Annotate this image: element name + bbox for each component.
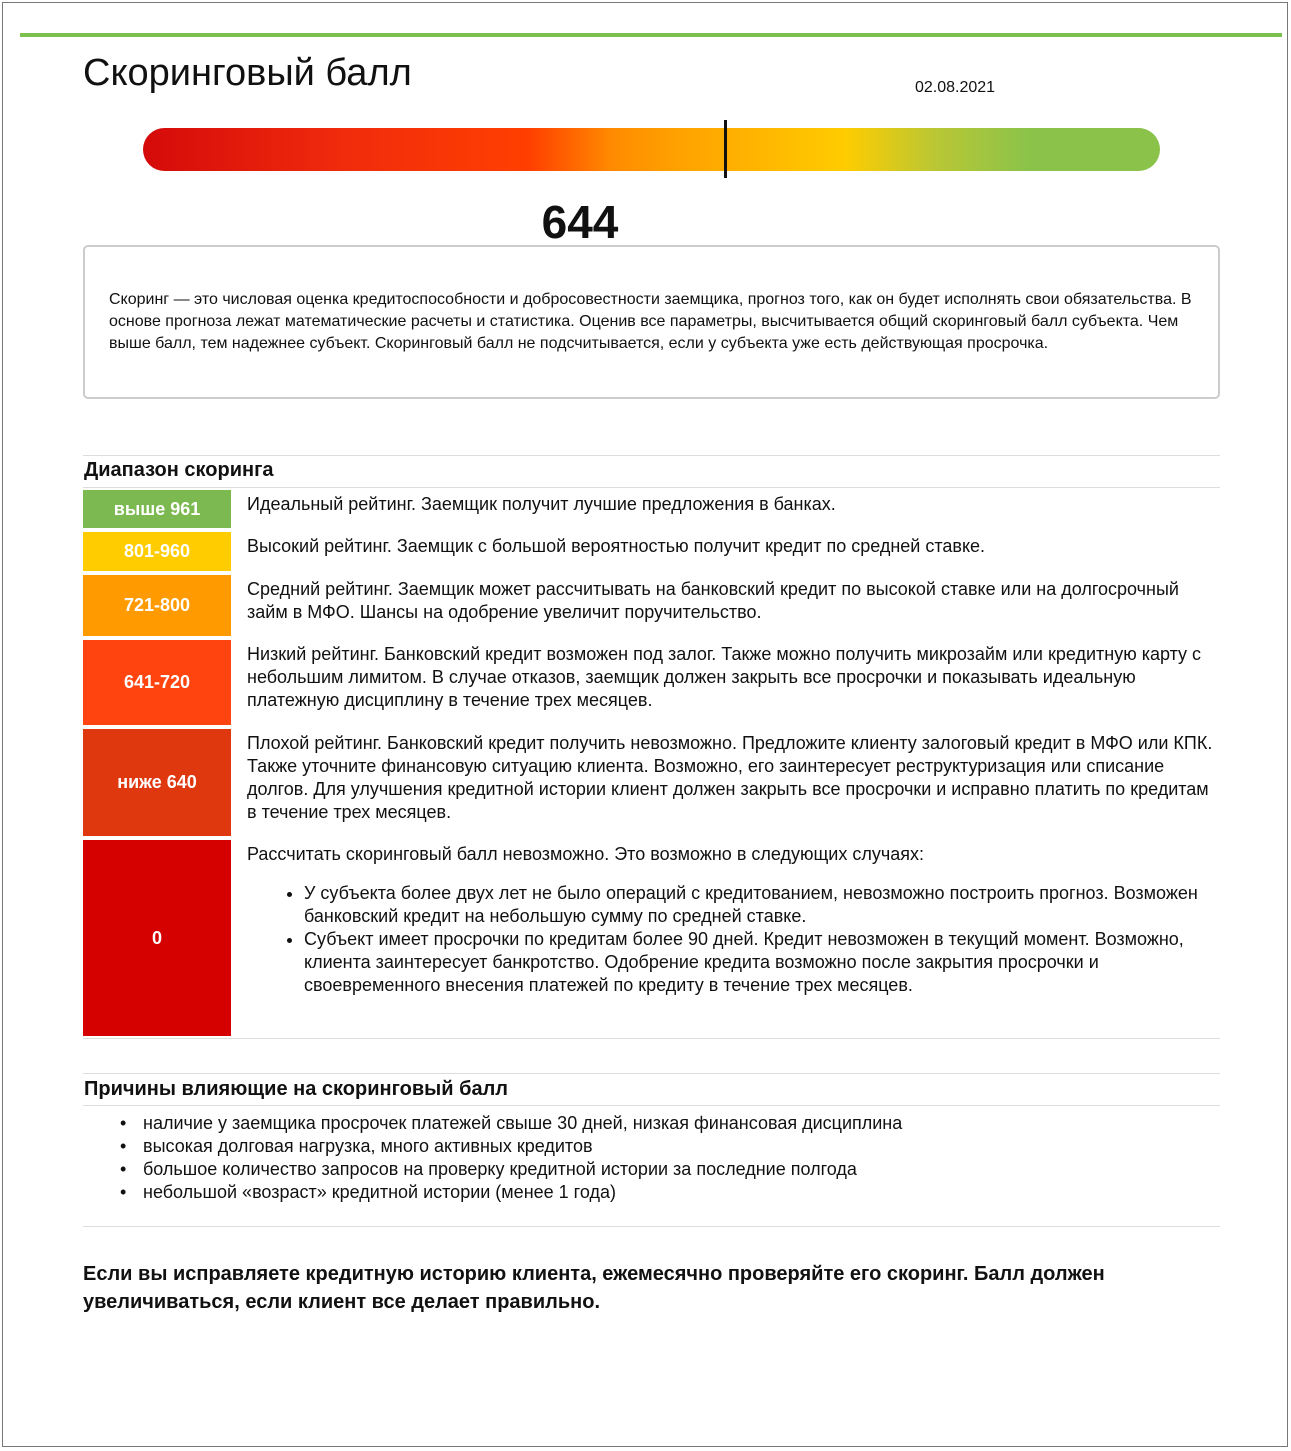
- divider: [83, 1073, 1220, 1074]
- range-text-wrap: [231, 490, 836, 528]
- range-row: [83, 729, 1220, 836]
- page-title: Скоринговый балл: [83, 52, 412, 94]
- divider: [83, 455, 1220, 456]
- range-description: Высокий рейтинг. Заемщик с большой вероятностью получит кредит по средней ставке.: [247, 536, 986, 556]
- reasons-heading: Причины влияющие на скоринговый балл: [84, 1078, 508, 1100]
- range-text-wrap: [231, 640, 1220, 725]
- description-box: Скоринг — это числовая оценка кредитоспособности и добросовестности заемщика, прогноз того, как он будет исполнять свои обязательства. В основе прогноза лежат математические расчеты и статистика. Оценив все параметры, высчитывается общий скоринговый балл субъекта. Чем выше балл, тем надежнее субъект. Скоринговый балл не подсчитывается, если у субъекта уже есть действующая просрочка.: [83, 245, 1220, 399]
- range-text-wrap: [231, 575, 1220, 636]
- range-description: Рассчитать скоринговый балл невозможно. Это возможно в следующих случаях:: [247, 844, 925, 864]
- range-description: Идеальный рейтинг. Заемщик получит лучшие предложения в банках.: [247, 494, 836, 514]
- range-bullets: [304, 882, 1220, 997]
- range-text-wrap: [231, 840, 1220, 1036]
- range-row: [83, 840, 1220, 1036]
- range-label: выше 961: [83, 490, 231, 528]
- reason-item: • высокая долговая нагрузка, много активных кредитов: [120, 1135, 902, 1158]
- top-accent-line: [20, 33, 1282, 37]
- ranges-heading: Диапазон скоринга: [84, 459, 274, 481]
- score-marker: [724, 120, 727, 178]
- final-note: Если вы исправляете кредитную историю клиента, ежемесячно проверяйте его скоринг. Балл должен увеличиваться, если клиент все делает правильно.: [83, 1263, 1105, 1313]
- report-date: 02.08.2021: [915, 79, 996, 96]
- range-label: 641-720: [83, 640, 231, 725]
- range-row: [83, 490, 1220, 528]
- range-label: ниже 640: [83, 729, 231, 836]
- divider: [83, 1038, 1220, 1039]
- range-description: Средний рейтинг. Заемщик может рассчитывать на банковский кредит по высокой ставке или на долгосрочный займ в МФО. Шансы на одобрение увеличит поручительство.: [247, 579, 1179, 622]
- reason-item: • небольшой «возраст» кредитной истории (менее 1 года): [120, 1181, 902, 1204]
- range-row: [83, 575, 1220, 636]
- range-description: Низкий рейтинг. Банковский кредит возможен под залог. Также можно получить микрозайм или кредитную карту с небольшим лимитом. В случае отказов, заемщик должен закрыть все просрочки и показывать идеальную платежную дисциплину в течение трех месяцев.: [247, 644, 1202, 710]
- range-row: [83, 640, 1220, 725]
- score-gauge: [143, 128, 1160, 171]
- range-label: 721-800: [83, 575, 231, 636]
- range-description: Плохой рейтинг. Банковский кредит получить невозможно. Предложите клиенту залоговый кредит в МФО или КПК. Также уточните финансовую ситуацию клиента. Возможно, его заинтересует реструктуризация или списание долгов. Для улучшения кредитной истории клиент должен закрыть все просрочки и исправно платить по кредитам в течение трех месяцев.: [247, 733, 1213, 822]
- divider: [83, 1105, 1220, 1106]
- range-bullet: • У субъекта более двух лет не было операций с кредитованием, невозможно построить прогноз. Возможен банковский кредит на небольшую сумму по средней ставке.: [304, 882, 1220, 928]
- range-text-wrap: [231, 729, 1220, 836]
- divider: [83, 487, 1220, 488]
- reason-item: • большое количество запросов на проверку кредитной истории за последние полгода: [120, 1158, 902, 1181]
- range-label: 0: [83, 840, 231, 1036]
- reasons-list: [120, 1112, 902, 1204]
- reason-item: • наличие у заемщика просрочек платежей свыше 30 дней, низкая финансовая дисциплина: [120, 1112, 902, 1135]
- score-value: 644: [541, 196, 619, 248]
- range-bullet: • Субъект имеет просрочки по кредитам более 90 дней. Кредит невозможен в текущий момент. Возможно, клиента заинтересует банкротство. Одобрение кредита возможно после закрытия просрочки и своевременного внесения платежей по кредиту в течение трех месяцев.: [304, 928, 1220, 997]
- range-label: 801-960: [83, 532, 231, 571]
- range-text-wrap: [231, 532, 985, 571]
- range-row: [83, 532, 1220, 571]
- divider: [83, 1226, 1220, 1227]
